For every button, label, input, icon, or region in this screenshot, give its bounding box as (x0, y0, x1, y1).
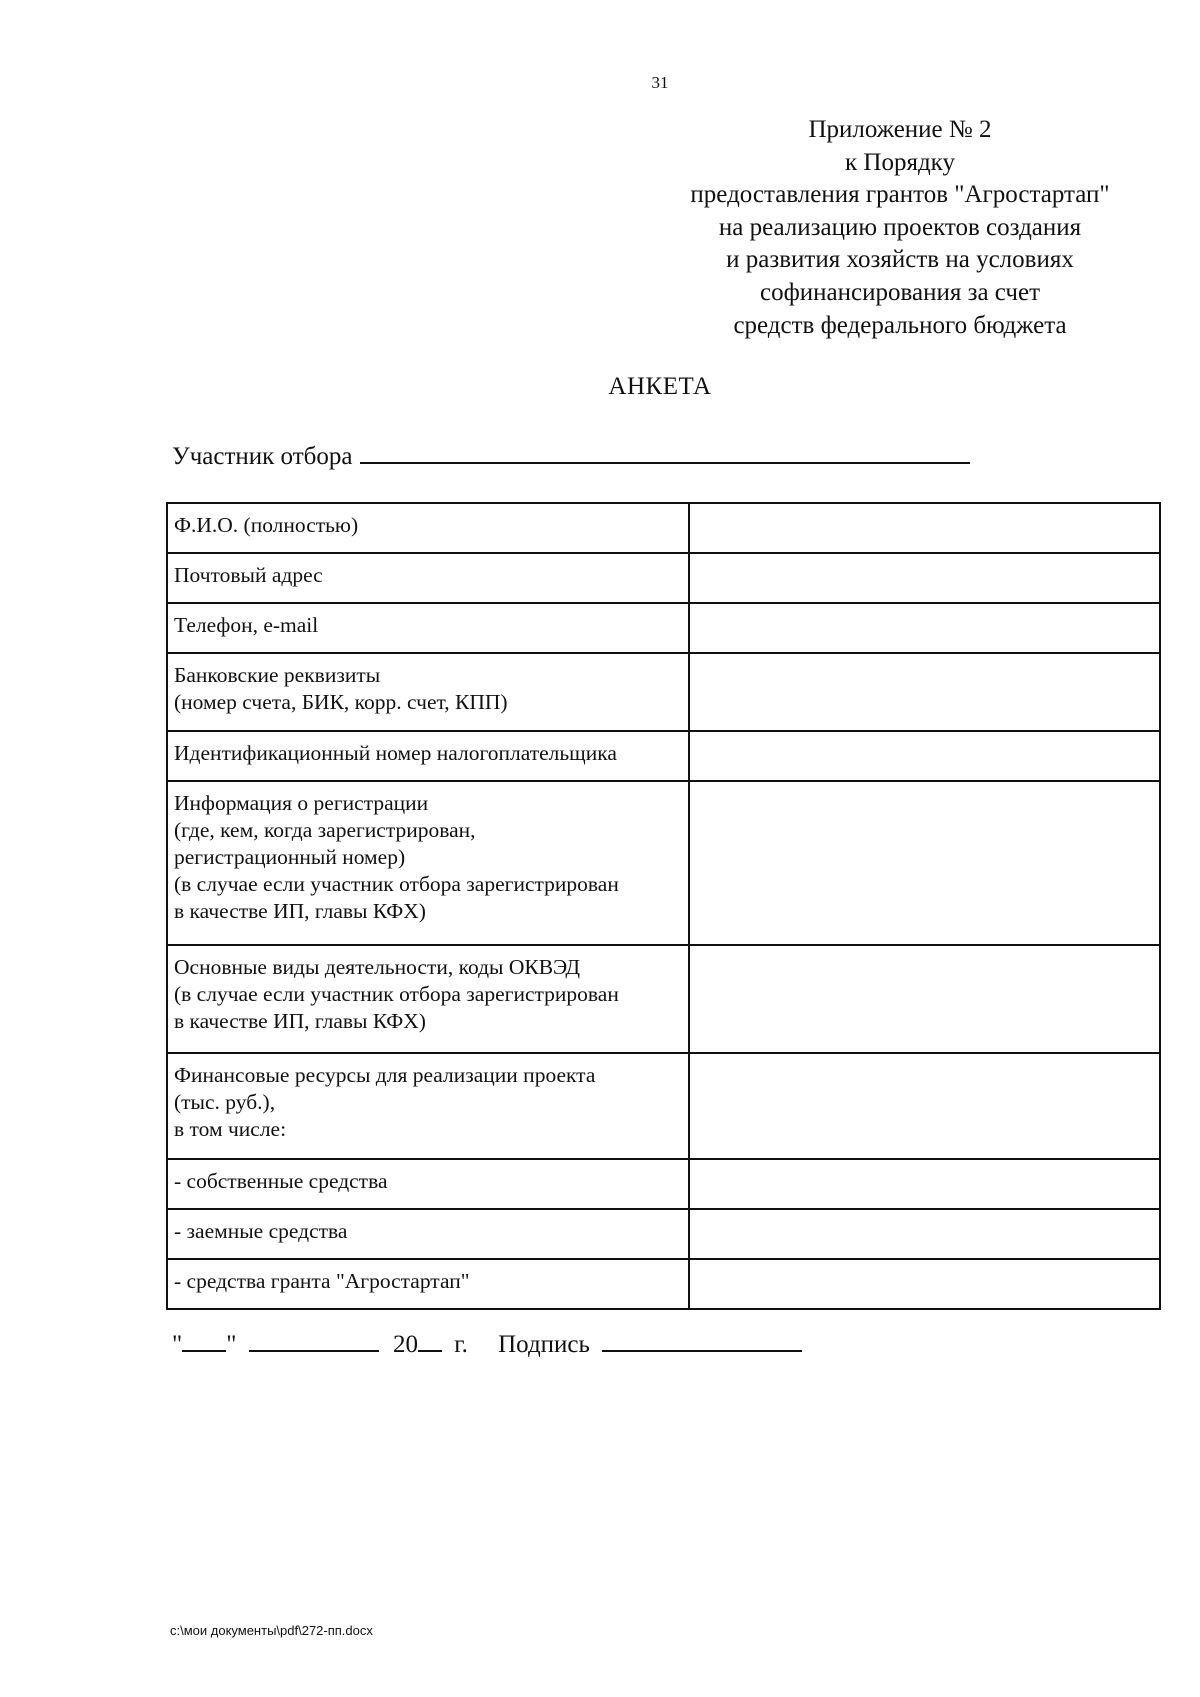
table-row (167, 1259, 1160, 1309)
row-label-line: Информация о регистрации (174, 791, 429, 815)
month-blank[interactable] (249, 1330, 379, 1352)
participant-row (172, 440, 970, 471)
row-value-cell[interactable] (689, 1053, 1160, 1159)
appendix-line: и развития хозяйств на условиях (726, 246, 1074, 274)
row-label-line: Основные виды деятельности, коды ОКВЭД (174, 955, 581, 979)
signature-blank[interactable] (602, 1330, 802, 1352)
row-label-line: в качестве ИП, главы КФХ) (174, 1009, 426, 1033)
table-row (167, 1209, 1160, 1259)
row-label-line: Ф.И.О. (полностью) (174, 513, 359, 537)
row-label-line: в качестве ИП, главы КФХ) (174, 899, 426, 923)
table-row (167, 1159, 1160, 1209)
participant-input-line[interactable] (360, 440, 970, 464)
day-blank[interactable] (182, 1330, 226, 1352)
row-label-line: (в случае если участник отбора зарегистрирован (174, 982, 619, 1006)
row-label-line: (номер счета, БИК, корр. счет, КПП) (174, 690, 508, 714)
appendix-line: Приложение № 2 (808, 116, 992, 143)
appendix-line: средств федерального бюджета (733, 311, 1067, 339)
year-blank[interactable] (418, 1330, 442, 1352)
table-row (167, 781, 1160, 945)
table-row (167, 1053, 1160, 1159)
row-value-cell[interactable] (689, 781, 1160, 945)
row-label-line: (в случае если участник отбора зарегистрирован (174, 872, 619, 896)
row-value-cell[interactable] (689, 1259, 1160, 1309)
row-value-cell[interactable] (689, 603, 1160, 653)
row-label-line: - собственные средства (174, 1169, 388, 1193)
table-row (167, 653, 1160, 731)
row-value-cell[interactable] (689, 1159, 1160, 1209)
row-label-cell (167, 781, 689, 945)
row-label-cell (167, 603, 689, 653)
row-label-line: (где, кем, когда зарегистрирован, (174, 818, 476, 842)
row-label-cell (167, 1053, 689, 1159)
page-number: 31 (651, 73, 669, 92)
signature-row (172, 1330, 802, 1359)
file-path-footer: c:\мои документы\pdf\272-пп.docx (170, 1623, 373, 1638)
table-row (167, 603, 1160, 653)
appendix-heading (640, 114, 1160, 342)
appendix-line: на реализацию проектов создания (718, 213, 1082, 241)
row-value-cell[interactable] (689, 731, 1160, 781)
appendix-line: к Порядку (845, 148, 955, 176)
row-label-cell (167, 1259, 689, 1309)
row-label-line: - заемные средства (174, 1219, 348, 1243)
row-label-cell (167, 1159, 689, 1209)
row-label-cell (167, 553, 689, 603)
questionnaire-table (166, 502, 1161, 1310)
row-label-line: в том числе: (174, 1117, 287, 1141)
appendix-line: софинансирования за счет (760, 278, 1040, 306)
row-label-line: Телефон, e-mail (174, 613, 319, 637)
date-quote-open: " (172, 1331, 183, 1358)
row-label-line: Идентификационный номер налогоплательщика (174, 741, 617, 765)
participant-label: Участник отбора (172, 443, 353, 470)
row-label-line: (тыс. руб.), (174, 1090, 276, 1114)
row-label-cell (167, 945, 689, 1053)
row-value-cell[interactable] (689, 553, 1160, 603)
signature-label: Подпись (498, 1331, 590, 1358)
row-label-cell (167, 1209, 689, 1259)
row-value-cell[interactable] (689, 653, 1160, 731)
year-prefix: 20 (392, 1331, 418, 1358)
row-value-cell[interactable] (689, 945, 1160, 1053)
table-row (167, 503, 1160, 553)
row-label-line: регистрационный номер) (174, 845, 406, 869)
row-label-cell (167, 731, 689, 781)
year-suffix: г. (454, 1331, 468, 1358)
row-label-line: Почтовый адрес (174, 563, 323, 587)
row-value-cell[interactable] (689, 1209, 1160, 1259)
appendix-line: предоставления грантов "Агростартап" (690, 181, 1110, 209)
row-value-cell[interactable] (689, 503, 1160, 553)
table-row (167, 553, 1160, 603)
row-label-cell (167, 503, 689, 553)
document-title: АНКЕТА (608, 373, 712, 400)
table-row (167, 945, 1160, 1053)
row-label-line: Финансовые ресурсы для реализации проекта (174, 1063, 596, 1087)
row-label-line: Банковские реквизиты (174, 663, 381, 687)
table-row (167, 731, 1160, 781)
row-label-line: - средства гранта "Агростартап" (174, 1269, 470, 1293)
date-quote-close: " (226, 1331, 237, 1358)
row-label-cell (167, 653, 689, 731)
